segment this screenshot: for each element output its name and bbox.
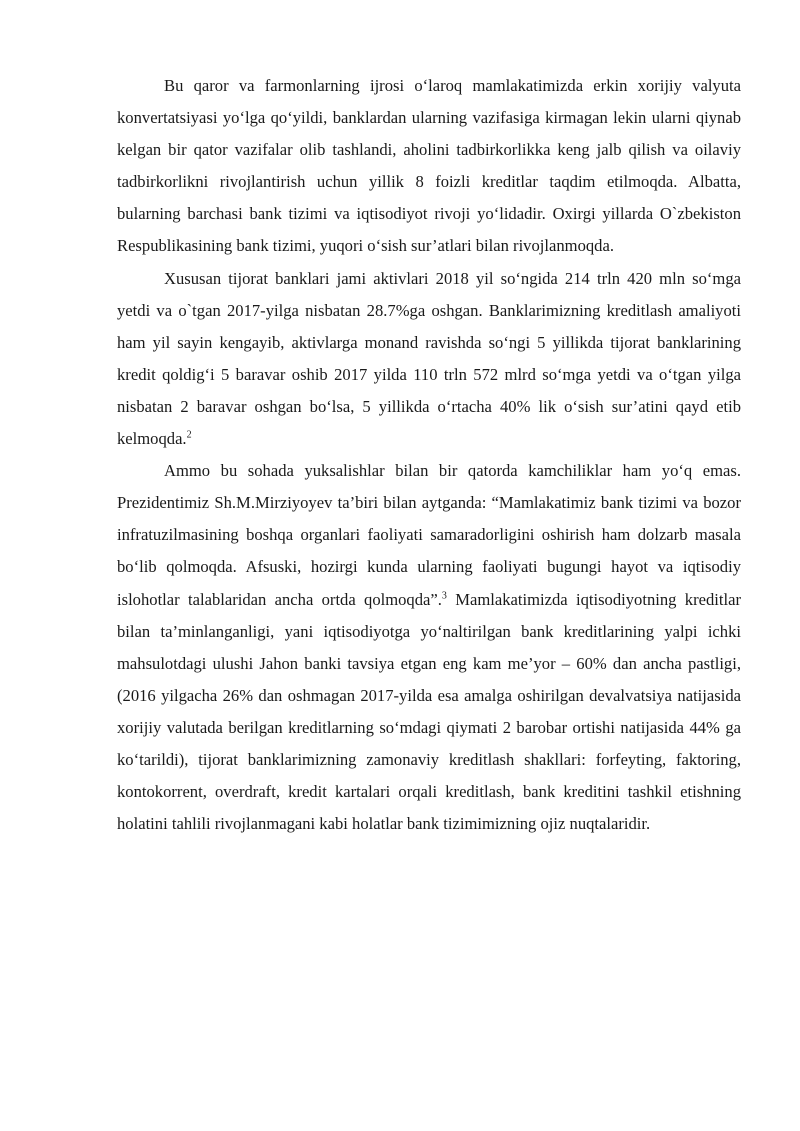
paragraph-2 xyxy=(117,263,741,456)
paragraph-3-continuation: Mamlakatimizda iqtisodiyotning kreditlar bilan ta’minlanganligi, yani iqtisodiyotga yoʻnaltirilgan bank kreditlarining yalpi ichki mahsulotdagi ulushi Jahon banki tavsiya etgan eng kam me’yor – 60% dan ancha pastligi, (2016 yilgacha 26% dan oshmagan 2017-yilda esa amalga oshirilgan devalvatsiya natijasida xorijiy valutada berilgan kreditlarning soʻmdagi qiymati 2 barobar ortishi natijasida 44% ga koʻtarildi), tijorat banklarimizning zamonaviy kreditlash shakllari: forfeyting, faktoring, kontokorrent, overdraft, kredit kartalari orqali kreditlash, bank kreditini tashkil etishning holatini tahlili rivojlanmagani kabi holatlar bank tizimimizning ojiz nuqtalaridir. xyxy=(117,589,741,834)
paragraph-1-text: Bu qaror va farmonlarning ijrosi oʻlaroq mamlakatimizda erkin xorijiy valyuta konvertatsiyasi yoʻlga qoʻyildi, banklardan ularning vazifasiga kirmagan lekin ularni qiynab kelgan bir qator vazifalar olib tashlandi, aholini tadbirkorlikka keng jalb qilish va oilaviy tadbirkorlikni rivojlantirish uchun yillik 8 foizli kreditlar taqdim etilmoqda. Albatta, bularning barchasi bank tizimi va iqtisodiyot rivoji yoʻlidadir. Oxirgi yillarda O`zbekiston Respublikasining bank tizimi, yuqori oʻsish sur’atlari bilan rivojlanmoqda. xyxy=(117,76,741,256)
document-page xyxy=(117,70,741,840)
paragraph-1 xyxy=(117,70,741,263)
footnote-ref-2[interactable]: 2 xyxy=(186,429,192,441)
paragraph-2-text: Xususan tijorat banklari jami aktivlari 2018 yil soʻngida 214 trln 420 mln soʻmga yetdi va o`tgan 2017-yilga nisbatan 28.7%ga oshgan. Banklarimizning kreditlash amaliyoti ham yil sayin kengayib, aktivlarga monand ravishda soʻngi 5 yillikda tijorat banklarining kredit qoldigʻi 5 baravar oshib 2017 yilda 110 trln 572 mlrd soʻmga yetdi va oʻtgan yilga nisbatan 2 baravar oshgan boʻlsa, 5 yillikda oʻrtacha 40% lik oʻsish sur’atini qayd etib kelmoqda. xyxy=(117,268,741,449)
footnote-ref-3[interactable]: 3 xyxy=(441,589,447,601)
paragraph-3-text: Ammo bu sohada yuksalishlar bilan bir qatorda kamchiliklar ham yoʻq emas. Prezidentimiz Sh.M.Mirziyoyev ta’biri bilan aytganda: “Mamlakatimiz bank tizimi va bozor infratuzilmasining boshqa organlari faoliyati samaradorligini oshirish ham dolzarb masala boʻlib qolmoqda. Afsuski, hozirgi kunda ularning faoliyati bugungi hayot va iqtisodiy islohotlar talablaridan ancha ortda qolmoqda”. xyxy=(117,461,741,609)
paragraph-3 xyxy=(117,455,741,840)
